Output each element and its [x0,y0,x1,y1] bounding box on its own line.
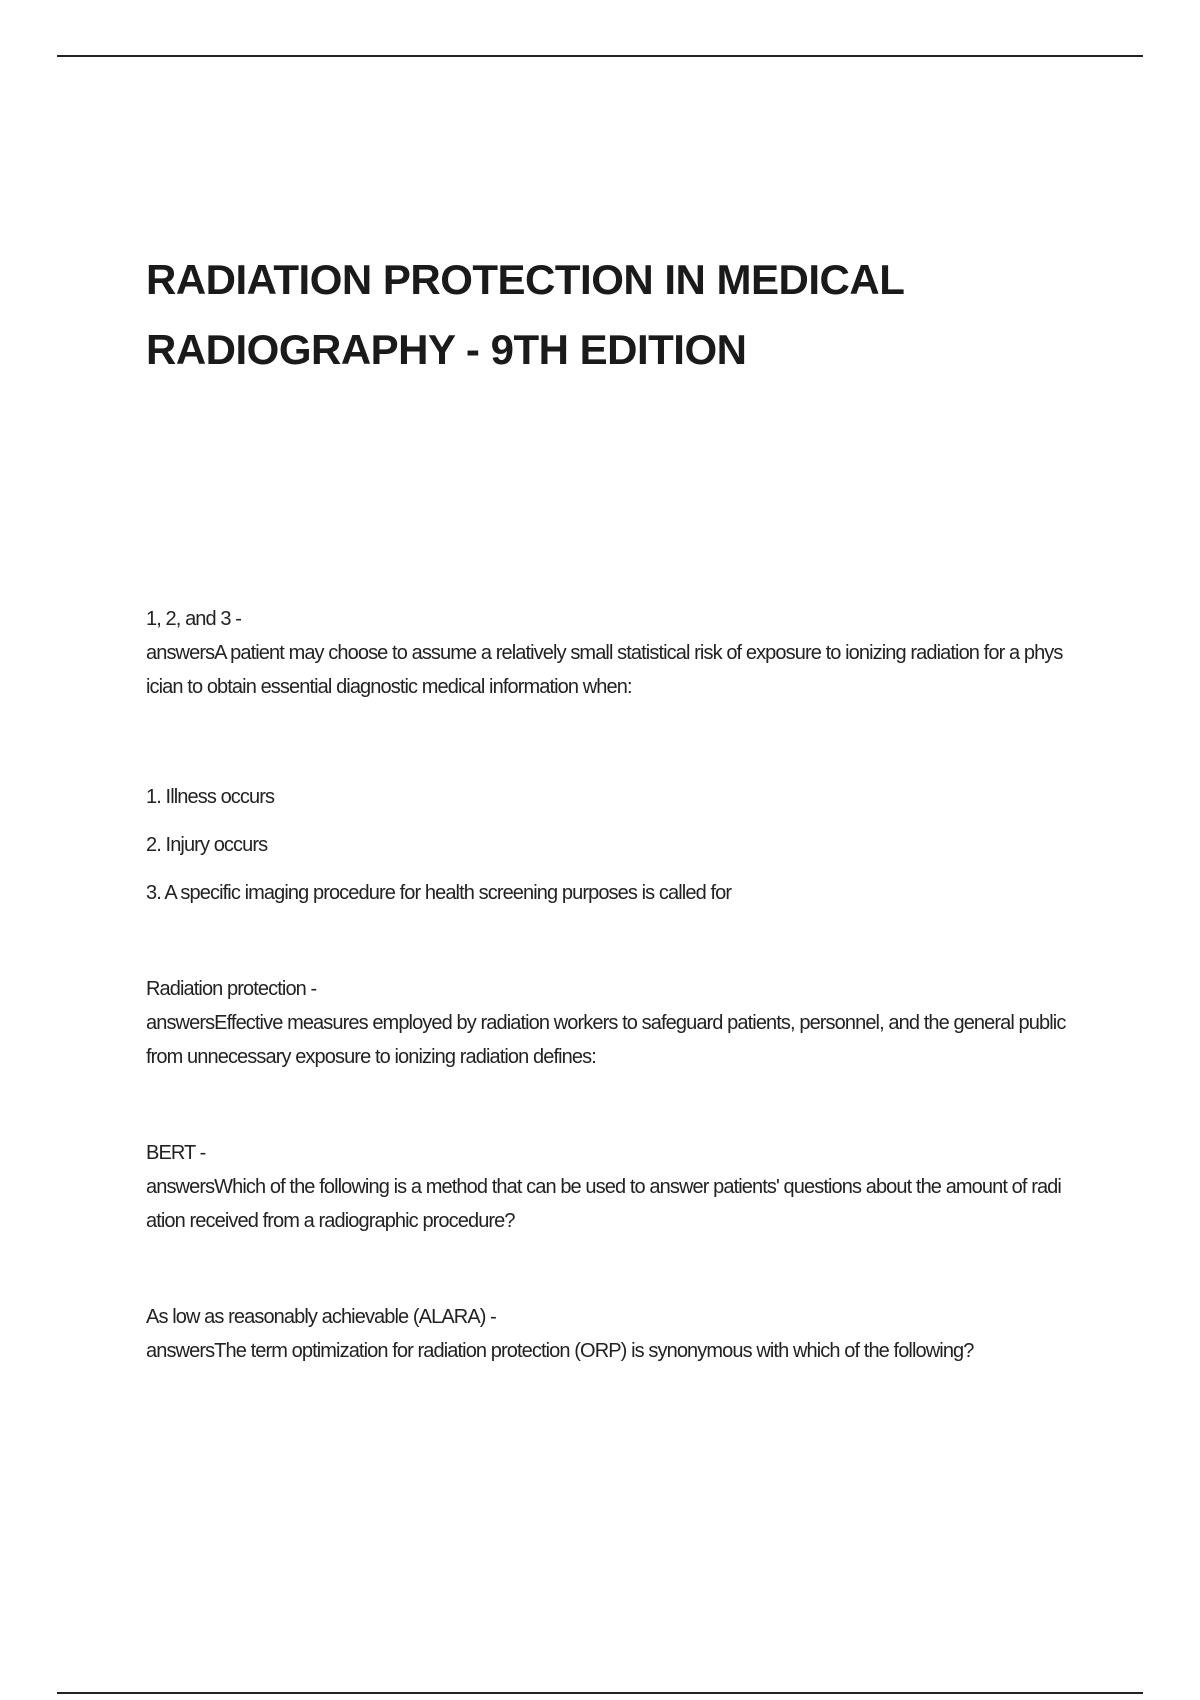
top-rule [57,55,1143,57]
list-item: 2. Injury occurs [146,834,268,856]
entry-term: BERT - [146,1142,206,1164]
numbered-list [146,780,1066,910]
list-item: 1. Illness occurs [146,786,275,808]
document-title: RADIATION PROTECTION IN MEDICAL RADIOGRAPHY - 9TH EDITION [146,256,904,373]
entry-text: answersWhich of the following is a method that can be used to answer patients' questions about the amount of radiation received from a radiographic procedure? [146,1176,1061,1232]
entry-text: answersA patient may choose to assume a relatively small statistical risk of exposure to ionizing radiation for a physician to obtain essential diagnostic medical information when: [146,642,1063,698]
document-body [146,602,1066,1368]
entry-term: Radiation protection - [146,978,317,1000]
entry-term: 1, 2, and 3 - [146,608,242,630]
list-item: 3. A specific imaging procedure for health screening purposes is called for [146,882,732,904]
bottom-rule [57,1692,1143,1694]
entry-text: answersThe term optimization for radiation protection (ORP) is synonymous with which of the following? [146,1340,974,1362]
entry-term: As low as reasonably achievable (ALARA) - [146,1306,496,1328]
qa-entry [146,972,1066,1074]
qa-entry [146,1300,1066,1368]
entry-text: answersEffective measures employed by radiation workers to safeguard patients, personnel, and the general public from unnecessary exposure to ionizing radiation defines: [146,1012,1066,1068]
qa-entry [146,1136,1066,1238]
qa-entry [146,602,1066,910]
